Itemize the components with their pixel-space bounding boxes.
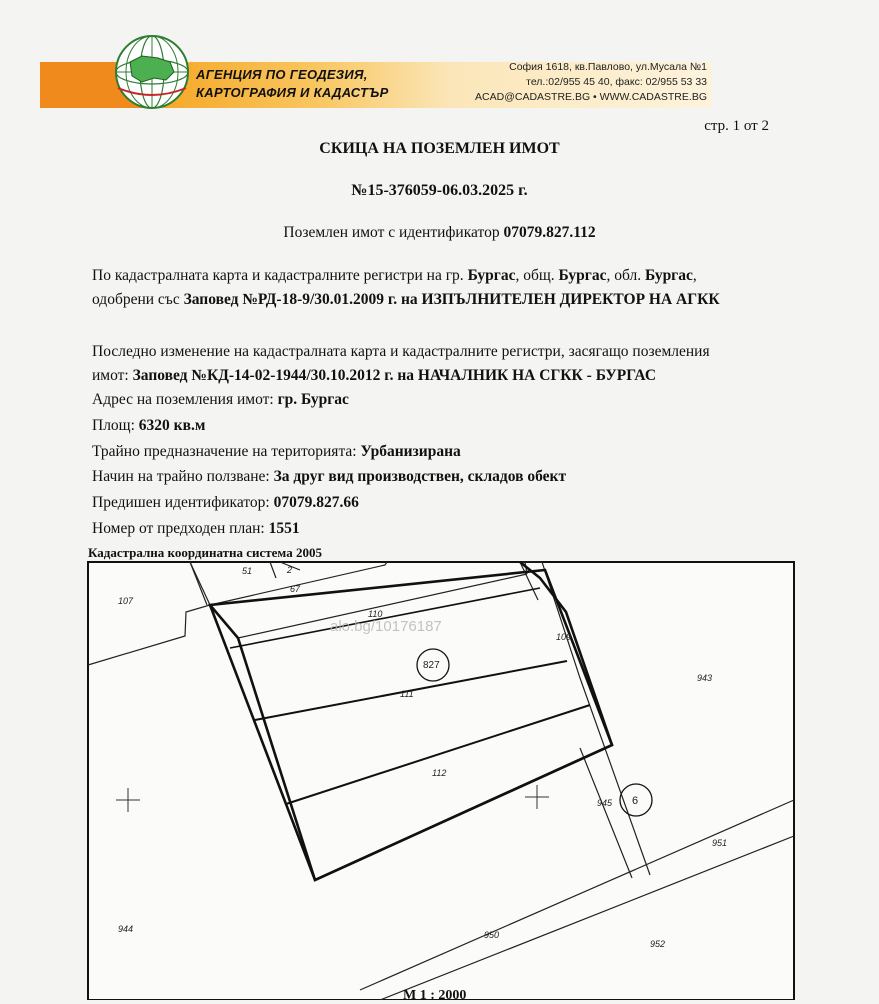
p1-city: Бургас [467, 267, 516, 284]
p1-text-c: , обл. [606, 267, 642, 284]
usage-label: Начин на трайно ползване: [92, 468, 270, 485]
label-944: 944 [118, 924, 134, 934]
map-scale: М 1 : 2000 [403, 988, 467, 1003]
previous-identifier-value: 07079.827.66 [273, 494, 359, 511]
label-51: 51 [242, 566, 253, 576]
label-67: 67 [290, 584, 301, 594]
previous-plan-value: 1551 [268, 520, 300, 537]
area-value: 6320 кв.м [138, 417, 206, 434]
agency-name-line1: АГЕНЦИЯ ПО ГЕОДЕЗИЯ, [196, 67, 368, 82]
p1-municipality: Бургас [558, 267, 607, 284]
area-label: Площ: [92, 417, 135, 434]
p1-text-e: одобрени със [92, 291, 180, 308]
label-110: 110 [368, 609, 383, 619]
address-value: гр. Бургас [277, 391, 349, 408]
p2-change-order: Заповед №КД-14-02-1944/30.10.2012 г. на НАЧАЛНИК НА СГКК - БУРГАС [132, 367, 657, 384]
p1-region: Бургас [644, 267, 693, 284]
previous-identifier-label: Предишен идентификатор: [92, 494, 270, 511]
p1-text-d: , [692, 267, 697, 284]
purpose-label: Трайно предназначение на територията: [92, 443, 357, 460]
label-951: 951 [712, 838, 728, 848]
agency-phone-fax: тел.:02/955 45 40, факс: 02/955 53 33 [526, 76, 707, 88]
identifier-value: 07079.827.112 [503, 224, 596, 241]
identifier-label: Поземлен имот с идентификатор [283, 224, 500, 241]
purpose-value: Урбанизирана [360, 443, 461, 460]
p1-text-b: , общ. [515, 267, 555, 284]
p2-text: Последно изменение на кадастралната карта и кадастралните регистри, засягащо поземления имот: [92, 343, 710, 384]
label-112: 112 [432, 768, 447, 778]
agency-address: София 1618, кв.Павлово, ул.Мусала №1 [509, 61, 707, 73]
label-952: 952 [650, 939, 666, 949]
label-827: 827 [423, 660, 440, 671]
agency-email-web: ACAD@CADASTRE.BG • WWW.CADASTRE.BG [475, 91, 707, 103]
p1-text-a: По кадастралната карта и кадастралните регистри на гр. [92, 267, 464, 284]
label-111: 111 [400, 689, 414, 699]
agency-name-line2: КАРТОГРАФИЯ И КАДАСТЪР [196, 85, 389, 100]
label-107: 107 [118, 596, 134, 606]
label-950: 950 [484, 930, 500, 940]
label-945: 945 [597, 798, 613, 808]
label-2: 2 [287, 565, 293, 575]
document-number: №15-376059-06.03.2025 г. [351, 182, 528, 199]
p1-approval-order: Заповед №РД-18-9/30.01.2009 г. на ИЗПЪЛНИТЕЛЕН ДИРЕКТОР НА АГКК [183, 291, 720, 308]
label-6: 6 [632, 795, 639, 807]
watermark: alo.bg/10176187 [330, 618, 442, 635]
label-109: 109 [556, 632, 572, 642]
usage-value: За друг вид производствен, складов обект [273, 468, 567, 485]
previous-plan-label: Номер от предходен план: [92, 520, 265, 537]
label-943: 943 [697, 673, 713, 683]
page-number: стр. 1 от 2 [704, 118, 769, 134]
document-title: СКИЦА НА ПОЗЕМЛЕН ИМОТ [319, 140, 560, 157]
coordinate-system-label: Кадастрална координатна система 2005 [88, 545, 322, 560]
address-label: Адрес на поземления имот: [92, 391, 274, 408]
